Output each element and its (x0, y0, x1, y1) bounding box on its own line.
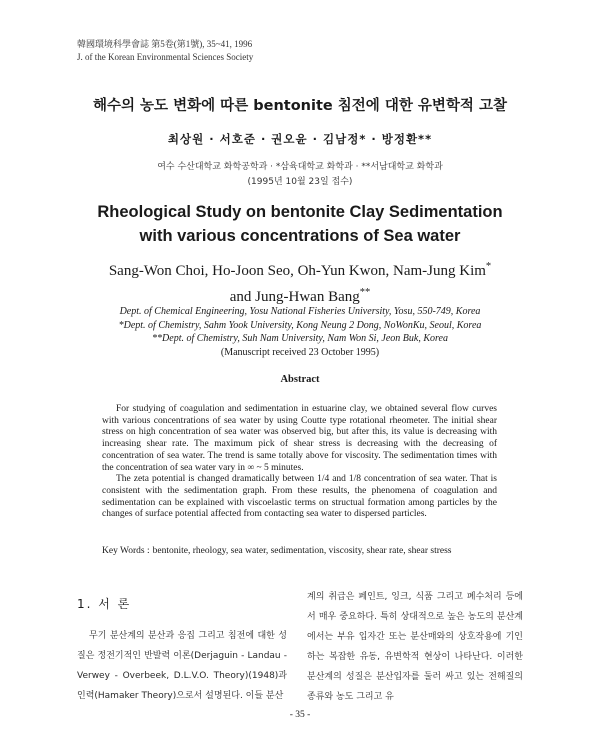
author-mark-double: ** (359, 287, 371, 298)
keywords (102, 546, 497, 558)
authors-line1-text: Sang-Won Choi, Ho-Joon Seo, Oh-Yun Kwon, Nam-Jung Kim (108, 263, 486, 279)
body-right-paragraph: 계의 취급은 페인트, 잉크, 식품 그리고 폐수처리 등에서 매우 중요하다. 특히 상대적으로 높은 농도의 분산계에서는 부유 입자간 또는 분산매와의 상호작용에 기인하는 복잡한 유동, 유변학적 현상이 나타난다. 이러한 분산계의 성질은 분산입자를 둘러 싸고 있는 전해질의 종류와 농도 그리고 유 (307, 592, 523, 702)
korean-received-date: (1995년 10월 23일 접수) (247, 177, 353, 187)
english-received-date: (Manuscript received 23 October 1995) (220, 346, 380, 358)
korean-affiliation-block (0, 160, 600, 190)
affiliation-3: **Dept. of Chemistry, Suh Nam University, Nam Won Si, Jeon Buk, Korea (152, 333, 448, 344)
author-mark-single: * (485, 261, 492, 272)
journal-citation-english: J. of the Korean Environmental Sciences Society (77, 52, 254, 62)
korean-authors: 최상원 · 서호준 · 권오윤 · 김남정* · 방정환** (167, 132, 433, 146)
keywords-label: Key Words : (102, 546, 150, 556)
english-title-line2: with various concentrations of Sea water (139, 227, 461, 245)
english-title (0, 200, 600, 248)
english-affiliation-block (0, 305, 600, 359)
page-number: - 35 - (289, 710, 311, 720)
journal-header (77, 38, 253, 64)
affiliation-2: *Dept. of Chemistry, Sahm Yook University, Kong Neung 2 Dong, NoWonKu, Seoul, Korea (118, 319, 482, 331)
body-left-paragraph: 무기 분산계의 분산과 응집 그리고 침전에 대한 성질은 정전기적인 반발력 이론(Derjaguin - Landau - Verwey - Overbeek, D.L.V.O. Theory)(1948)과 인력(Hamaker Theory)으로서 설명된다. 이들 분산 (77, 631, 287, 701)
korean-title: 해수의 농도 변화에 따른 bentonite 침전에 대한 유변학적 고찰 (92, 98, 508, 114)
affiliation-1: Dept. of Chemical Engineering, Yosu National Fisheries University, Yosu, 550-749, Korea (119, 306, 481, 317)
english-authors-line1 (0, 256, 600, 282)
keywords-list: bentonite, rheology, sea water, sedimentation, viscosity, shear rate, shear stress (152, 546, 452, 556)
korean-affiliation: 여수 수산대학교 화학공학과 · *삼육대학교 화학과 · **서남대학교 화학과 (157, 162, 443, 172)
abstract-paragraph-1: For studying of coagulation and sedimentation in estuarine clay, we obtained several flow curves with various concentrations of sea water by using Coutte type rotational rheometer. The initial shear stress on high concentration of sea water was observed big, but after this, its value is decreasing with increasing shear rate. The maximum pick of shear stress is decreasing with the decreasing of concentration of sea water. The trend is same totally above for viscosity. The sedimentation times with the concentration of sea water vary in ∞ ~ 5 minutes. (102, 404, 497, 473)
journal-citation-korean: 韓國環境科學會誌 第5卷(第1號), 35~41, 1996 (77, 39, 253, 49)
body-left-column (77, 626, 287, 706)
body-right-column (307, 587, 523, 707)
abstract-body (102, 404, 497, 521)
english-authors (0, 256, 600, 308)
abstract-paragraph-2: The zeta potential is changed dramatically between 1/4 and 1/8 concentration of sea water. That is consistent with the sedimentation graph. From these results, the phenomena of coagulation and sedimentation can be explained with viscoelastic terms on structual formation among particles by the changes of surface potential affected from contacting sea water to dispersed particles. (102, 474, 497, 520)
english-title-line1: Rheological Study on bentonite Clay Sedimentation (97, 203, 503, 221)
section-heading-introduction: 1. 서 론 (77, 597, 132, 611)
authors-line2-text: and Jung-Hwan Bang (229, 289, 360, 305)
abstract-heading: Abstract (280, 374, 320, 385)
